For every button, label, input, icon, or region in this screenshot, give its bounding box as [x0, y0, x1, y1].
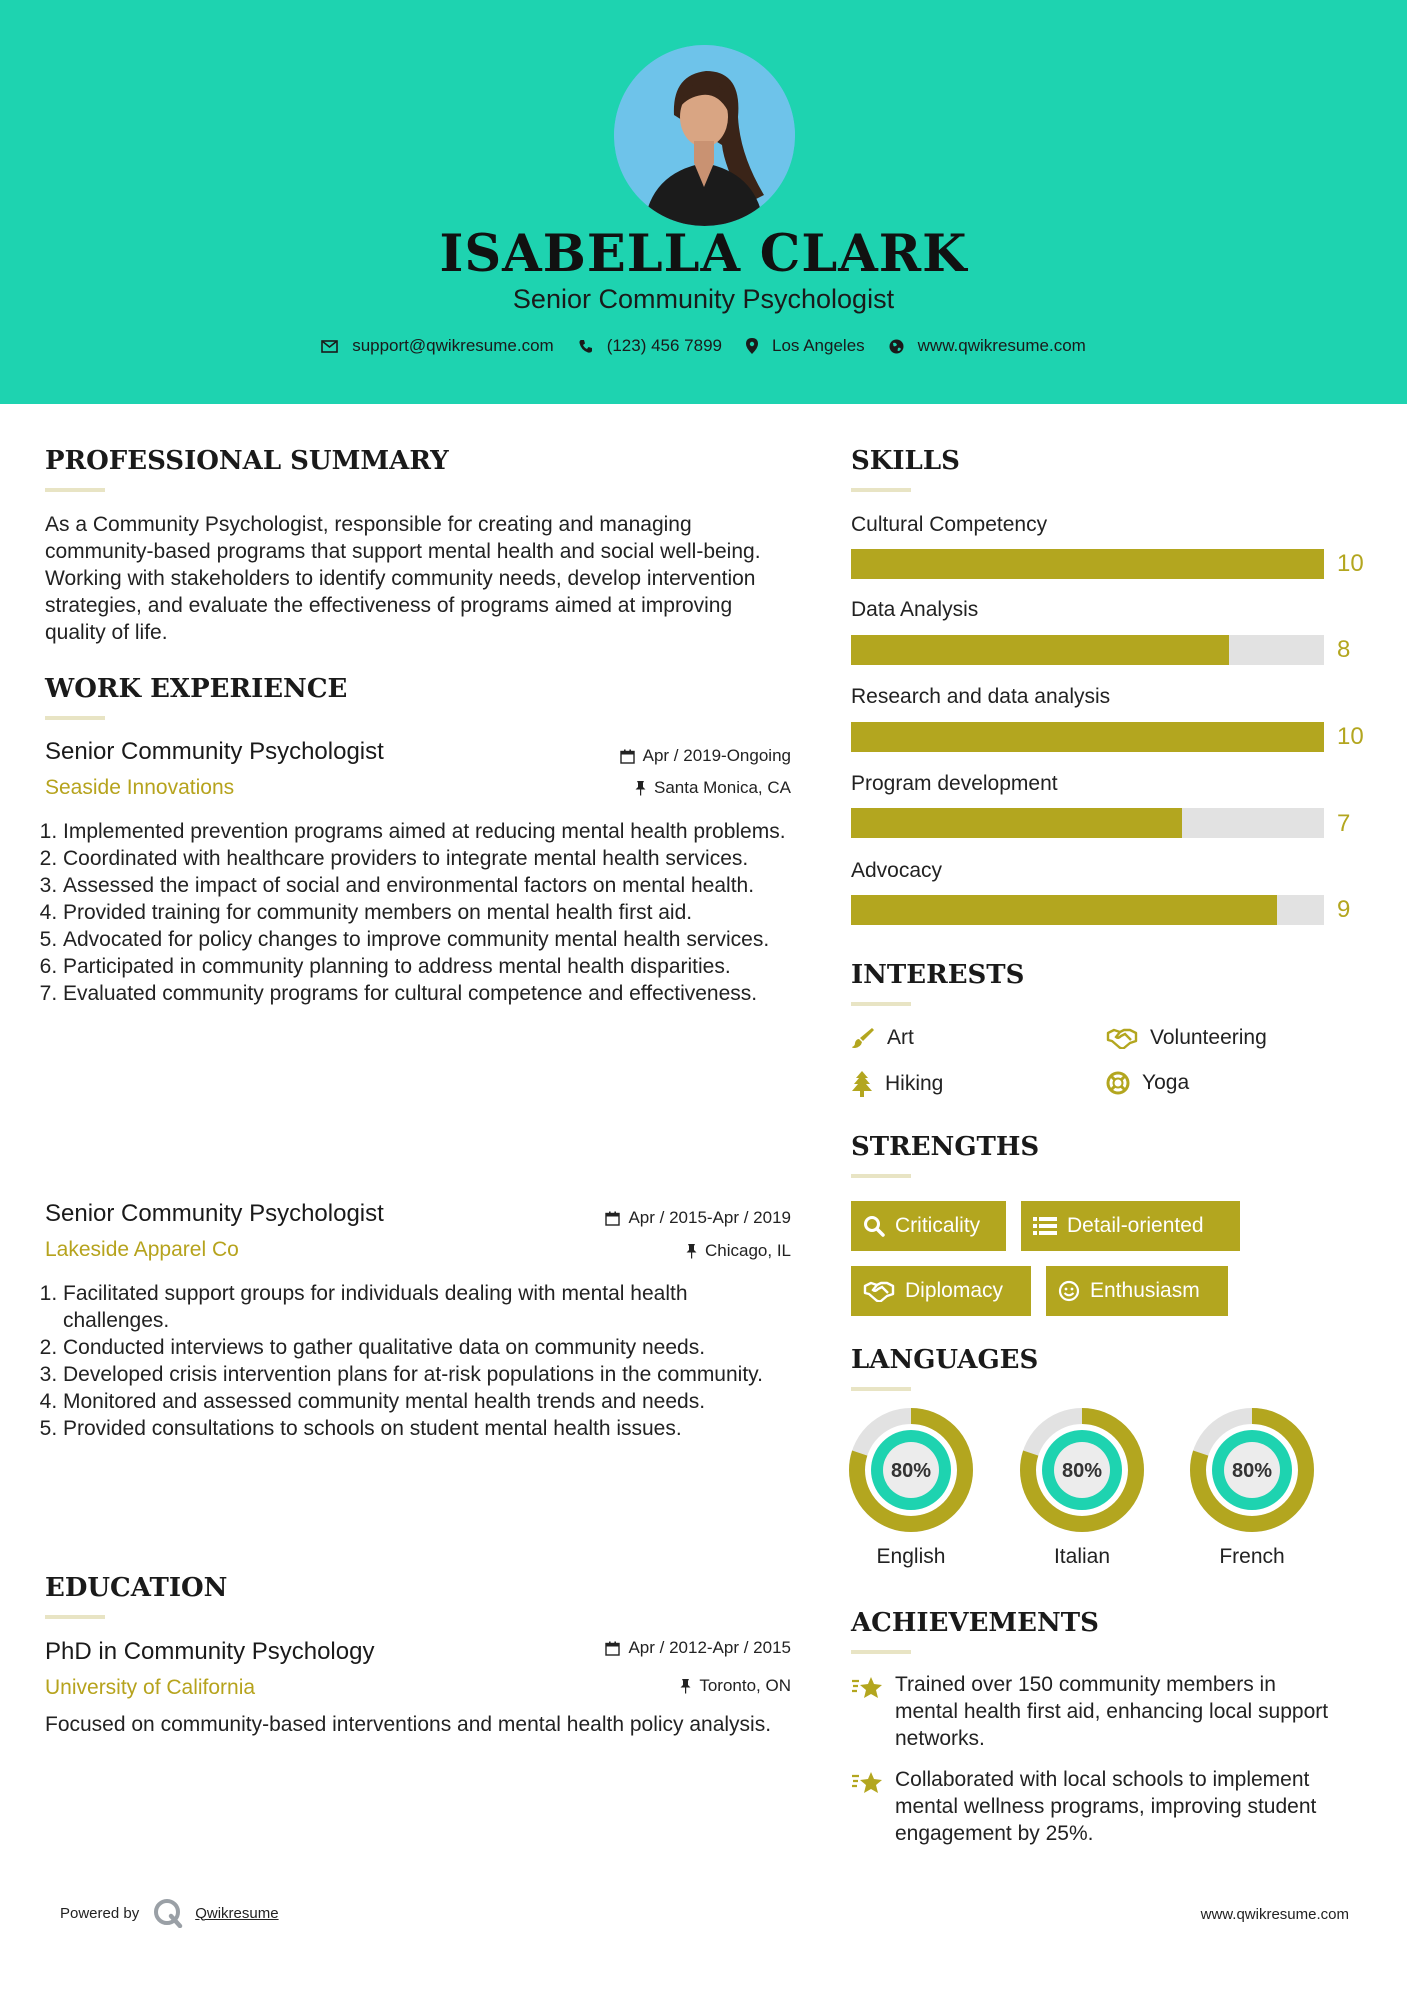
job-2-location	[686, 1241, 791, 1261]
education-date	[605, 1638, 791, 1658]
contact-website-text: www.qwikresume.com	[917, 336, 1086, 355]
job-1-company: Seaside Innovations	[45, 776, 235, 799]
smile-icon	[1058, 1280, 1080, 1302]
job-1-date	[620, 746, 791, 766]
strength-detail-oriented	[1021, 1201, 1240, 1251]
skill-bar-track	[851, 895, 1324, 925]
interest-label: Hiking	[885, 1072, 944, 1095]
duty-item: 1. Implemented prevention programs aimed at reducing mental health problems.	[63, 818, 797, 845]
duty-item: 2. Conducted interviews to gather qualitative data on community needs.	[63, 1334, 797, 1361]
map-pin-icon	[746, 338, 758, 354]
lifebuoy-icon	[1106, 1071, 1130, 1095]
interests-heading: INTERESTS	[851, 960, 1025, 990]
strength-label: Diplomacy	[905, 1279, 1004, 1302]
skill-bar-fill	[851, 549, 1324, 579]
tree-icon	[851, 1071, 873, 1097]
summary-rule	[45, 488, 105, 492]
experience-heading: WORK EXPERIENCE	[45, 674, 348, 704]
language-name: English	[876, 1545, 946, 1568]
job-2-location-text: Chicago, IL	[705, 1241, 791, 1260]
contact-email-text: support@qwikresume.com	[352, 336, 554, 355]
contact-phone[interactable]	[578, 336, 722, 356]
education-date-text: Apr / 2012-Apr / 2015	[628, 1638, 791, 1657]
duty-item: 3. Assessed the impact of social and environmental factors on mental health.	[63, 872, 797, 899]
duty-item: 1. Facilitated support groups for individuals dealing with mental health challenges.	[63, 1280, 797, 1334]
skill-bar-fill	[851, 722, 1324, 752]
education-location	[680, 1676, 791, 1696]
job-1-duties	[45, 818, 797, 1007]
skill-bar-fill	[851, 895, 1277, 925]
paintbrush-icon	[851, 1026, 875, 1050]
achievements-rule	[851, 1650, 911, 1654]
envelope-icon	[321, 340, 338, 353]
duty-item: 7. Evaluated community programs for cultural competence and effectiveness.	[63, 980, 797, 1007]
skill-bar-fill	[851, 635, 1229, 665]
skill-bar-track	[851, 635, 1324, 665]
candidate-title: Senior Community Psychologist	[512, 284, 895, 314]
achievement-text: Collaborated with local schools to implement mental wellness programs, improving student engagement by 25%.	[895, 1768, 1317, 1845]
skill-name: Cultural Competency	[851, 513, 1048, 536]
achievement-text: Trained over 150 community members in mental health first aid, enhancing local support networks.	[895, 1673, 1329, 1750]
achievement-item	[851, 1766, 1335, 1847]
job-1-title: Senior Community Psychologist	[45, 738, 384, 765]
interest-hiking	[851, 1071, 943, 1097]
languages-heading: LANGUAGES	[851, 1345, 1039, 1375]
job-1-location	[635, 778, 791, 798]
language-percent: 80%	[1061, 1460, 1103, 1482]
education-heading: EDUCATION	[45, 1573, 228, 1603]
header-banner	[0, 0, 1407, 404]
skill-level: 9	[1337, 896, 1351, 923]
skill-name: Data Analysis	[851, 598, 979, 621]
contact-location	[746, 336, 865, 356]
skill-name: Advocacy	[851, 859, 943, 882]
pushpin-icon	[680, 1679, 691, 1694]
star-trophy-icon	[851, 1673, 885, 1703]
strengths-rule	[851, 1174, 911, 1178]
education-rule	[45, 1615, 105, 1619]
skills-heading: SKILLS	[851, 446, 960, 476]
job-2-company: Lakeside Apparel Co	[45, 1238, 239, 1261]
summary-text: As a Community Psychologist, responsible for creating and managing community-based programs that support mental health and social well-being. Working with stakeholders to identify community needs, develop intervention strategies, and evaluate the effectiveness of programs aimed at improving quality of life.	[45, 513, 761, 644]
strength-label: Enthusiasm	[1090, 1279, 1200, 1302]
interest-art	[851, 1026, 914, 1050]
powered-by-label: Powered by	[60, 1904, 140, 1922]
candidate-name: ISABELLA CLARK	[439, 224, 968, 284]
contact-location-text: Los Angeles	[772, 336, 865, 355]
skill-level: 7	[1337, 810, 1351, 837]
strength-criticality	[851, 1201, 1006, 1251]
language-percent: 80%	[1231, 1460, 1273, 1482]
interest-volunteering	[1106, 1026, 1267, 1050]
language-name: French	[1219, 1545, 1285, 1568]
education-location-text: Toronto, ON	[699, 1676, 791, 1695]
globe-icon	[889, 339, 904, 354]
qwikresume-link[interactable]: Qwikresume	[195, 1904, 279, 1922]
contact-phone-text: (123) 456 7899	[606, 336, 723, 355]
calendar-icon	[605, 1641, 620, 1656]
education-school: University of California	[45, 1676, 256, 1699]
handshake-icon	[863, 1280, 895, 1302]
contact-website[interactable]	[889, 336, 1086, 356]
language-ring	[1020, 1408, 1144, 1532]
phone-icon	[578, 339, 593, 354]
strengths-heading: STRENGTHS	[851, 1132, 1040, 1162]
duty-item: 6. Participated in community planning to address mental health disparities.	[63, 953, 797, 980]
interest-yoga	[1106, 1071, 1189, 1095]
contact-bar	[0, 336, 1407, 356]
skill-bar-fill	[851, 808, 1182, 838]
duty-item: 5. Advocated for policy changes to improve community mental health services.	[63, 926, 797, 953]
footer-brand	[60, 1898, 279, 1928]
skill-name: Research and data analysis	[851, 685, 1111, 708]
calendar-icon	[605, 1211, 620, 1226]
job-2-date	[605, 1208, 791, 1228]
skill-level: 10	[1337, 550, 1364, 577]
duty-item: 2. Coordinated with healthcare providers to integrate mental health services.	[63, 845, 797, 872]
strength-enthusiasm	[1046, 1266, 1228, 1316]
skill-bar-track	[851, 808, 1324, 838]
language-name: Italian	[1053, 1545, 1111, 1568]
interests-rule	[851, 1002, 911, 1006]
duty-item: 4. Provided training for community members on mental health first aid.	[63, 899, 797, 926]
skill-level: 8	[1337, 636, 1351, 663]
star-trophy-icon	[851, 1768, 885, 1798]
interest-label: Volunteering	[1150, 1026, 1267, 1049]
skill-bar-track	[851, 722, 1324, 752]
strength-diplomacy	[851, 1266, 1031, 1316]
qwikresume-logo-icon	[153, 1898, 183, 1928]
interest-label: Yoga	[1142, 1071, 1190, 1094]
education-degree: PhD in Community Psychology	[45, 1638, 375, 1665]
interest-label: Art	[887, 1026, 914, 1049]
summary-heading: PROFESSIONAL SUMMARY	[45, 446, 449, 476]
list-icon	[1033, 1216, 1057, 1236]
job-2-date-text: Apr / 2015-Apr / 2019	[628, 1208, 791, 1227]
job-2-duties	[45, 1280, 797, 1442]
profile-photo	[614, 45, 795, 226]
languages-rule	[851, 1387, 911, 1391]
search-icon	[863, 1215, 885, 1237]
achievements-heading: ACHIEVEMENTS	[851, 1608, 1099, 1638]
job-2-title: Senior Community Psychologist	[45, 1200, 384, 1227]
job-1-location-text: Santa Monica, CA	[653, 778, 791, 797]
job-1-date-text: Apr / 2019-Ongoing	[642, 746, 791, 765]
language-percent: 80%	[890, 1460, 932, 1482]
strength-label: Criticality	[895, 1214, 981, 1237]
calendar-icon	[620, 749, 635, 764]
skills-rule	[851, 488, 911, 492]
duty-item: 5. Provided consultations to schools on student mental health issues.	[63, 1415, 797, 1442]
skill-level: 10	[1337, 723, 1364, 750]
education-description: Focused on community-based interventions and mental health policy analysis.	[45, 1713, 772, 1736]
handshake-icon	[1106, 1027, 1138, 1049]
skill-name: Program development	[851, 772, 1058, 795]
duty-item: 3. Developed crisis intervention plans for at-risk populations in the community.	[63, 1361, 797, 1388]
skill-bar-track	[851, 549, 1324, 579]
pushpin-icon	[635, 781, 646, 796]
strength-label: Detail-oriented	[1067, 1214, 1204, 1237]
language-ring	[1190, 1408, 1314, 1532]
contact-email[interactable]	[321, 336, 554, 356]
pushpin-icon	[686, 1244, 697, 1259]
duty-item: 4. Monitored and assessed community mental health trends and needs.	[63, 1388, 797, 1415]
achievement-item	[851, 1671, 1335, 1752]
footer-website[interactable]: www.qwikresume.com	[1200, 1906, 1349, 1923]
experience-rule	[45, 716, 105, 720]
language-ring	[849, 1408, 973, 1532]
